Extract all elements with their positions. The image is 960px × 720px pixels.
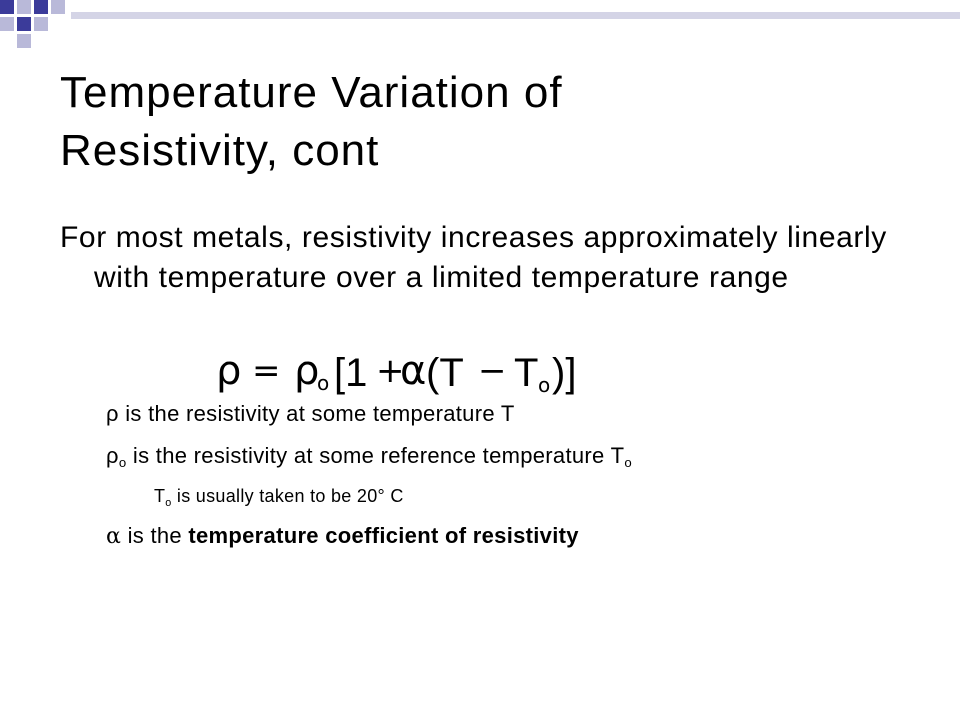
bullet-rho-text: ρ is the resistivity at some temperature T [106, 401, 515, 426]
bullet-alpha-bold: temperature coefficient of resistivity [188, 523, 579, 548]
bullet-rho-o-sub2: o [624, 455, 632, 470]
resistivity-formula [216, 346, 596, 402]
formula-T-sub-o: o [538, 373, 551, 397]
formula-sub-o: o [317, 371, 330, 395]
title-line-1: Temperature Variation of [60, 68, 563, 117]
bullet-rho [106, 400, 515, 428]
bullet-T-o-symbol: T [154, 486, 166, 506]
bullet-rho-o [106, 442, 632, 470]
bullet-rho-o-symbol: ρ [106, 443, 119, 468]
formula-plus: + [376, 351, 405, 391]
bullet-T-o [154, 484, 404, 508]
bullet-T-o-sub: o [165, 497, 172, 509]
slide-title [60, 64, 920, 180]
bullet-rho-o-text: is the resistivity at some reference temperature T [126, 443, 625, 468]
bullet-T-o-text: is usually taken to be 20° C [171, 486, 404, 506]
intro-paragraph: For most metals, resistivity increases approximately linearly with temperature over a limited temperature range [60, 221, 887, 294]
bullet-alpha-text: is the [121, 523, 189, 548]
title-line-2: Resistivity, cont [60, 126, 380, 175]
formula-minus: − [478, 351, 507, 391]
formula-equals: = [252, 351, 281, 391]
formula-close: )] [552, 351, 577, 395]
formula-rho-o: ρ [294, 348, 320, 394]
formula-open: [1 [334, 351, 368, 395]
header-decoration [0, 0, 960, 40]
bullet-alpha [106, 522, 579, 551]
bullet-alpha-symbol: α [106, 524, 122, 549]
header-decoration-graphic [0, 0, 960, 60]
formula-rho: ρ [216, 348, 242, 394]
formula-paren-T: (T [426, 351, 464, 395]
formula-T: T [514, 351, 539, 395]
bullet-rho-o-sub: o [118, 455, 127, 470]
formula-alpha: α [400, 348, 427, 394]
